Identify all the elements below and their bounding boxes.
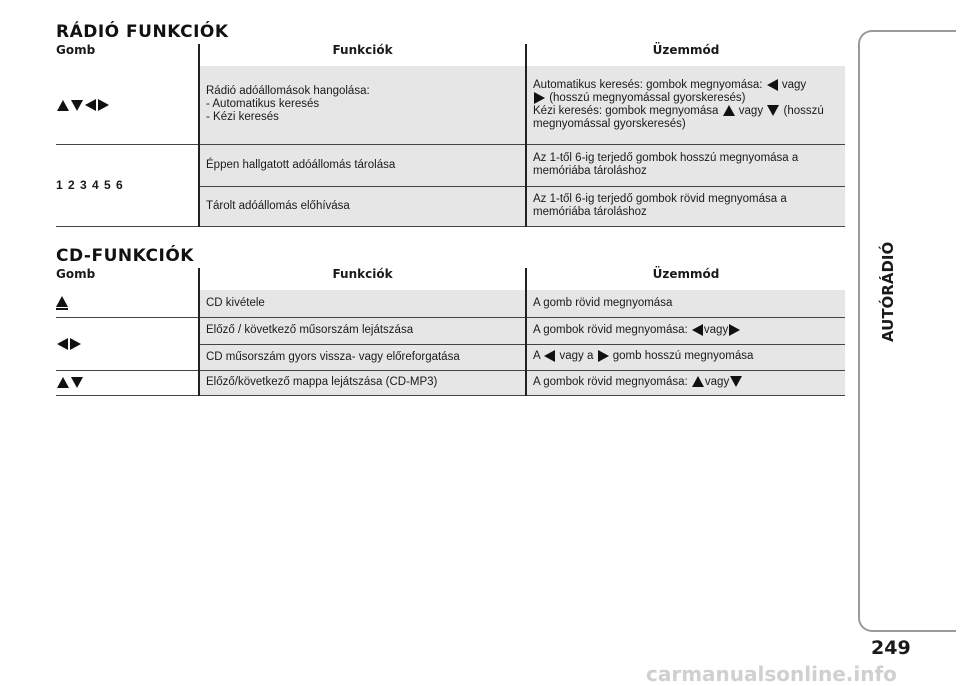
- up-arrow-icon: [692, 376, 704, 387]
- function-cell: Előző / következő műsorszám lejátszása: [199, 317, 526, 344]
- mode-cell: A gomb rövid megnyomása: [526, 290, 845, 317]
- radio-section-title: RÁDIÓ FUNKCIÓK: [56, 22, 229, 42]
- function-cell: Éppen hallgatott adóállomás tárolása: [199, 144, 526, 186]
- mode-cell: A gombok rövid megnyomása: vagy: [526, 317, 845, 344]
- cd-functions-table: [56, 268, 845, 396]
- function-cell: CD kivétele: [199, 290, 526, 317]
- button-cell: [56, 290, 199, 317]
- right-arrow-icon: [598, 350, 609, 362]
- page-number: 249: [871, 637, 911, 659]
- up-arrow-icon: [57, 377, 69, 388]
- left-arrow-icon: [692, 324, 703, 336]
- right-arrow-icon: [534, 92, 545, 104]
- table-row: [56, 144, 845, 186]
- down-arrow-icon: [71, 377, 83, 388]
- up-arrow-icon: [723, 105, 735, 116]
- chapter-tab-label: [879, 302, 897, 342]
- table-row: [56, 370, 845, 395]
- right-arrow-icon: [70, 338, 81, 350]
- button-cell: [56, 317, 199, 370]
- down-arrow-icon: [730, 376, 742, 387]
- down-arrow-icon: [71, 100, 83, 111]
- left-arrow-icon: [544, 350, 555, 362]
- mode-cell: Az 1-től 6-ig terjedő gombok hosszú megnyomása a memóriába tároláshoz: [526, 144, 845, 186]
- table-row: [56, 317, 845, 344]
- button-cell: [56, 370, 199, 395]
- right-arrow-icon: [98, 99, 109, 111]
- down-arrow-icon: [767, 105, 779, 116]
- mode-cell: A gombok rövid megnyomása: vagy: [526, 370, 845, 395]
- function-cell: Előző/következő mappa lejátszása (CD-MP3): [199, 370, 526, 395]
- function-cell: Tárolt adóállomás előhívása: [199, 186, 526, 226]
- cd-section-title: CD-FUNKCIÓK: [56, 246, 194, 266]
- header-button: Gomb: [56, 43, 96, 57]
- preset-buttons-cell: 1 2 3 4 5 6: [56, 144, 199, 226]
- right-arrow-icon: [729, 324, 740, 336]
- button-cell: [56, 66, 199, 144]
- header-mode: Üzemmód: [526, 44, 845, 66]
- up-arrow-icon: [57, 100, 69, 111]
- left-arrow-icon: [85, 99, 96, 111]
- header-function: Funkciók: [199, 268, 526, 290]
- chapter-side-tab: [858, 30, 956, 632]
- mode-cell: Az 1-től 6-ig terjedő gombok rövid megnyomása a memóriába tároláshoz: [526, 186, 845, 226]
- watermark: carmanualsonline.info: [646, 662, 897, 686]
- eject-icon: [56, 296, 68, 310]
- table-row: [56, 66, 845, 144]
- left-arrow-icon: [57, 338, 68, 350]
- mode-cell: A vagy a gomb hosszú megnyomása: [526, 344, 845, 370]
- header-function: Funkciók: [199, 44, 526, 66]
- header-mode: Üzemmód: [526, 268, 845, 290]
- left-arrow-icon: [767, 79, 778, 91]
- mode-cell: Automatikus keresés: gombok megnyomása: vagy (hosszú megnyomással gyorskeresés) Kézi keresés: gombok megnyomása vagy (hosszú megnyomással gyorskeresés): [526, 66, 845, 144]
- table-row: [56, 290, 845, 317]
- function-cell: CD műsorszám gyors vissza- vagy előreforgatása: [199, 344, 526, 370]
- function-cell: Rádió adóállomások hangolása: - Automatikus keresés - Kézi keresés: [199, 66, 526, 144]
- radio-functions-table: [56, 44, 845, 227]
- header-button: Gomb: [56, 267, 96, 281]
